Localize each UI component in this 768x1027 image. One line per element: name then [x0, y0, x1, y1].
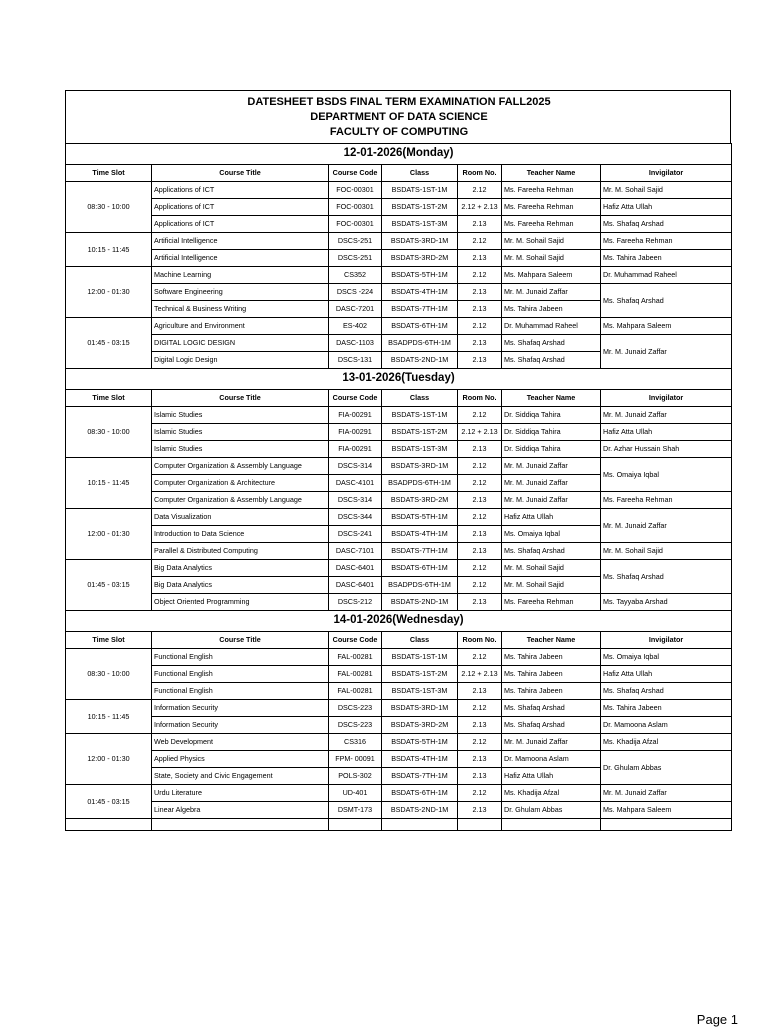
- title-line-2: DEPARTMENT OF DATA SCIENCE: [310, 111, 488, 123]
- invigilator-cell: Mr. M. Sohail Sajid: [601, 182, 732, 199]
- course-code-cell: DSCS-223: [329, 717, 382, 734]
- course-title-cell: Islamic Studies: [152, 441, 329, 458]
- class-cell: BSDATS-5TH-1M: [382, 267, 458, 284]
- teacher-cell: Mr. M. Sohail Sajid: [502, 233, 601, 250]
- column-header-code: Course Code: [329, 390, 382, 407]
- blank-cell: [382, 819, 458, 831]
- invigilator-cell: Hafiz Atta Ullah: [601, 199, 732, 216]
- course-code-cell: DASC-7201: [329, 301, 382, 318]
- room-cell: 2.13: [458, 492, 502, 509]
- teacher-cell: Ms. Tahira Jabeen: [502, 683, 601, 700]
- teacher-cell: Ms. Tahira Jabeen: [502, 301, 601, 318]
- course-title-cell: Data Visualization: [152, 509, 329, 526]
- class-cell: BSADPDS-6TH-1M: [382, 335, 458, 352]
- course-code-cell: FAL-00281: [329, 683, 382, 700]
- table-row: [66, 250, 732, 267]
- course-code-cell: DASC-7101: [329, 543, 382, 560]
- course-code-cell: DSMT-173: [329, 802, 382, 819]
- teacher-cell: Hafiz Atta Ullah: [502, 768, 601, 785]
- column-header-invigilator: Invigilator: [601, 390, 732, 407]
- room-cell: 2.12: [458, 267, 502, 284]
- teacher-cell: Ms. Fareeha Rehman: [502, 594, 601, 611]
- invigilator-cell: Dr. Mamoona Aslam: [601, 717, 732, 734]
- page-number: Page 1: [696, 1012, 738, 1027]
- teacher-cell: Hafiz Atta Ullah: [502, 509, 601, 526]
- room-cell: 2.13: [458, 751, 502, 768]
- table-row: [66, 683, 732, 700]
- time-slot-cell: 12:00 - 01:30: [66, 734, 152, 785]
- teacher-cell: Ms. Tahira Jabeen: [502, 666, 601, 683]
- teacher-cell: Ms. Fareeha Rehman: [502, 216, 601, 233]
- day-heading: 13-01-2026(Tuesday): [66, 369, 732, 390]
- table-row: [66, 267, 732, 284]
- course-title-cell: Computer Organization & Assembly Language: [152, 492, 329, 509]
- table-row: [66, 182, 732, 199]
- invigilator-cell: Ms. Mahpara Saleem: [601, 802, 732, 819]
- room-cell: 2.12: [458, 233, 502, 250]
- time-slot-cell: 01:45 - 03:15: [66, 560, 152, 611]
- time-slot-cell: 01:45 - 03:15: [66, 318, 152, 369]
- course-title-cell: Information Security: [152, 717, 329, 734]
- teacher-cell: Mr. M. Sohail Sajid: [502, 560, 601, 577]
- course-title-cell: Linear Algebra: [152, 802, 329, 819]
- room-cell: 2.12: [458, 649, 502, 666]
- title-line-1: DATESHEET BSDS FINAL TERM EXAMINATION FALL2025: [247, 96, 551, 108]
- course-title-cell: Functional English: [152, 649, 329, 666]
- time-slot-cell: 12:00 - 01:30: [66, 509, 152, 560]
- blank-cell: [502, 819, 601, 831]
- course-code-cell: FPM- 00091: [329, 751, 382, 768]
- table-row: [66, 492, 732, 509]
- room-cell: 2.12 + 2.13: [458, 199, 502, 216]
- course-title-cell: Big Data Analytics: [152, 560, 329, 577]
- column-header-row: [66, 390, 732, 407]
- course-code-cell: ES-402: [329, 318, 382, 335]
- class-cell: BSDATS-7TH-1M: [382, 301, 458, 318]
- invigilator-cell: Dr. Muhammad Raheel: [601, 267, 732, 284]
- column-header-course: Course Title: [152, 390, 329, 407]
- course-title-cell: Functional English: [152, 683, 329, 700]
- table-row: [66, 424, 732, 441]
- day-heading-row: [66, 144, 732, 165]
- course-title-cell: Applications of ICT: [152, 216, 329, 233]
- class-cell: BSDATS-6TH-1M: [382, 318, 458, 335]
- column-header-course: Course Title: [152, 165, 329, 182]
- column-header-time: Time Slot: [66, 390, 152, 407]
- room-cell: 2.13: [458, 717, 502, 734]
- course-title-cell: Applications of ICT: [152, 182, 329, 199]
- teacher-cell: Ms. Tahira Jabeen: [502, 649, 601, 666]
- teacher-cell: Ms. Fareeha Rehman: [502, 182, 601, 199]
- teacher-cell: Mr. M. Sohail Sajid: [502, 250, 601, 267]
- course-title-cell: Big Data Analytics: [152, 577, 329, 594]
- column-header-row: [66, 632, 732, 649]
- datesheet: [65, 90, 731, 831]
- class-cell: BSDATS-1ST-3M: [382, 216, 458, 233]
- course-title-cell: Software Engineering: [152, 284, 329, 301]
- course-title-cell: Technical & Business Writing: [152, 301, 329, 318]
- teacher-cell: Ms. Shafaq Arshad: [502, 717, 601, 734]
- course-title-cell: Islamic Studies: [152, 407, 329, 424]
- table-row: [66, 441, 732, 458]
- column-header-time: Time Slot: [66, 165, 152, 182]
- class-cell: BSDATS-1ST-3M: [382, 683, 458, 700]
- class-cell: BSDATS-1ST-2M: [382, 666, 458, 683]
- time-slot-cell: 10:15 - 11:45: [66, 458, 152, 509]
- column-header-teacher: Teacher Name: [502, 390, 601, 407]
- class-cell: BSADPDS-6TH-1M: [382, 577, 458, 594]
- room-cell: 2.12: [458, 785, 502, 802]
- teacher-cell: Dr. Siddiqa Tahira: [502, 441, 601, 458]
- time-slot-cell: 08:30 - 10:00: [66, 182, 152, 233]
- invigilator-cell: Mr. M. Sohail Sajid: [601, 543, 732, 560]
- course-code-cell: DSCS-212: [329, 594, 382, 611]
- teacher-cell: Ms. Shafaq Arshad: [502, 700, 601, 717]
- time-slot-cell: 08:30 - 10:00: [66, 649, 152, 700]
- invigilator-cell: Ms. Tayyaba Arshad: [601, 594, 732, 611]
- room-cell: 2.13: [458, 352, 502, 369]
- table-row: [66, 751, 732, 768]
- invigilator-cell: Ms. Tahira Jabeen: [601, 700, 732, 717]
- table-row: [66, 666, 732, 683]
- course-title-cell: Parallel & Distributed Computing: [152, 543, 329, 560]
- course-code-cell: DSCS-251: [329, 233, 382, 250]
- class-cell: BSDATS-3RD-1M: [382, 700, 458, 717]
- class-cell: BSDATS-1ST-1M: [382, 407, 458, 424]
- course-code-cell: UD-401: [329, 785, 382, 802]
- teacher-cell: Dr. Siddiqa Tahira: [502, 407, 601, 424]
- class-cell: BSDATS-3RD-1M: [382, 233, 458, 250]
- invigilator-cell: Ms. Khadija Afzal: [601, 734, 732, 751]
- teacher-cell: Ms. Shafaq Arshad: [502, 352, 601, 369]
- column-header-course: Course Title: [152, 632, 329, 649]
- column-header-class: Class: [382, 390, 458, 407]
- class-cell: BSDATS-3RD-1M: [382, 458, 458, 475]
- table-row: [66, 802, 732, 819]
- table-row: [66, 318, 732, 335]
- course-title-cell: Computer Organization & Architecture: [152, 475, 329, 492]
- room-cell: 2.12 + 2.13: [458, 666, 502, 683]
- column-header-teacher: Teacher Name: [502, 632, 601, 649]
- room-cell: 2.13: [458, 301, 502, 318]
- class-cell: BSDATS-7TH-1M: [382, 543, 458, 560]
- teacher-cell: Ms. Mahpara Saleem: [502, 267, 601, 284]
- course-title-cell: Functional English: [152, 666, 329, 683]
- course-code-cell: DASC-6401: [329, 577, 382, 594]
- course-code-cell: FIA-00291: [329, 407, 382, 424]
- column-header-room: Room No.: [458, 165, 502, 182]
- room-cell: 2.13: [458, 526, 502, 543]
- room-cell: 2.12: [458, 475, 502, 492]
- course-code-cell: FOC-00301: [329, 199, 382, 216]
- class-cell: BSDATS-4TH-1M: [382, 284, 458, 301]
- table-row: [66, 233, 732, 250]
- invigilator-cell: Ms. Shafaq Arshad: [601, 683, 732, 700]
- course-code-cell: DSCS -224: [329, 284, 382, 301]
- invigilator-cell: Dr. Ghulam Abbas: [601, 751, 732, 785]
- column-header-class: Class: [382, 632, 458, 649]
- teacher-cell: Mr. M. Sohail Sajid: [502, 577, 601, 594]
- table-row: [66, 543, 732, 560]
- table-row: [66, 560, 732, 577]
- invigilator-cell: Hafiz Atta Ullah: [601, 666, 732, 683]
- course-title-cell: Artificial Intelligence: [152, 233, 329, 250]
- teacher-cell: Ms. Fareeha Rehman: [502, 199, 601, 216]
- class-cell: BSDATS-5TH-1M: [382, 734, 458, 751]
- table-row: [66, 734, 732, 751]
- blank-cell: [329, 819, 382, 831]
- blank-row: [66, 819, 732, 831]
- course-title-cell: Computer Organization & Assembly Language: [152, 458, 329, 475]
- column-header-teacher: Teacher Name: [502, 165, 601, 182]
- room-cell: 2.12: [458, 458, 502, 475]
- column-header-invigilator: Invigilator: [601, 632, 732, 649]
- course-code-cell: CS352: [329, 267, 382, 284]
- course-title-cell: Object Oriented Programming: [152, 594, 329, 611]
- room-cell: 2.12: [458, 734, 502, 751]
- course-title-cell: Digital Logic Design: [152, 352, 329, 369]
- class-cell: BSDATS-5TH-1M: [382, 509, 458, 526]
- invigilator-cell: Mr. M. Junaid Zaffar: [601, 407, 732, 424]
- room-cell: 2.12: [458, 577, 502, 594]
- column-header-row: [66, 165, 732, 182]
- table-row: [66, 509, 732, 526]
- room-cell: 2.13: [458, 284, 502, 301]
- invigilator-cell: Ms. Fareeha Rehman: [601, 233, 732, 250]
- teacher-cell: Mr. M. Junaid Zaffar: [502, 284, 601, 301]
- course-title-cell: Machine Learning: [152, 267, 329, 284]
- room-cell: 2.13: [458, 543, 502, 560]
- course-title-cell: Introduction to Data Science: [152, 526, 329, 543]
- course-title-cell: State, Society and Civic Engagement: [152, 768, 329, 785]
- room-cell: 2.12: [458, 407, 502, 424]
- teacher-cell: Ms. Shafaq Arshad: [502, 335, 601, 352]
- table-row: [66, 284, 732, 301]
- column-header-room: Room No.: [458, 390, 502, 407]
- invigilator-cell: Ms. Mahpara Saleem: [601, 318, 732, 335]
- room-cell: 2.13: [458, 250, 502, 267]
- class-cell: BSDATS-1ST-1M: [382, 649, 458, 666]
- title-line-3: FACULTY OF COMPUTING: [329, 126, 469, 138]
- day-heading: 14-01-2026(Wednesday): [66, 611, 732, 632]
- column-header-code: Course Code: [329, 165, 382, 182]
- day-heading-row: [66, 611, 732, 632]
- room-cell: 2.13: [458, 594, 502, 611]
- course-title-cell: Information Security: [152, 700, 329, 717]
- class-cell: BSDATS-2ND-1M: [382, 352, 458, 369]
- course-title-cell: Islamic Studies: [152, 424, 329, 441]
- room-cell: 2.12 + 2.13: [458, 424, 502, 441]
- course-code-cell: FOC-00301: [329, 216, 382, 233]
- blank-cell: [601, 819, 732, 831]
- room-cell: 2.13: [458, 216, 502, 233]
- teacher-cell: Mr. M. Junaid Zaffar: [502, 475, 601, 492]
- time-slot-cell: 01:45 - 03:15: [66, 785, 152, 819]
- teacher-cell: Mr. M. Junaid Zaffar: [502, 492, 601, 509]
- class-cell: BSDATS-2ND-1M: [382, 802, 458, 819]
- room-cell: 2.12: [458, 560, 502, 577]
- course-code-cell: DSCS-344: [329, 509, 382, 526]
- class-cell: BSDATS-3RD-2M: [382, 492, 458, 509]
- room-cell: 2.13: [458, 683, 502, 700]
- class-cell: BSDATS-1ST-3M: [382, 441, 458, 458]
- teacher-cell: Dr. Mamoona Aslam: [502, 751, 601, 768]
- teacher-cell: Mr. M. Junaid Zaffar: [502, 734, 601, 751]
- class-cell: BSDATS-6TH-1M: [382, 785, 458, 802]
- course-code-cell: DASC-1103: [329, 335, 382, 352]
- course-code-cell: FIA-00291: [329, 424, 382, 441]
- course-code-cell: CS316: [329, 734, 382, 751]
- class-cell: BSDATS-7TH-1M: [382, 768, 458, 785]
- invigilator-cell: Mr. M. Junaid Zaffar: [601, 785, 732, 802]
- column-header-time: Time Slot: [66, 632, 152, 649]
- class-cell: BSDATS-4TH-1M: [382, 751, 458, 768]
- course-title-cell: Agriculture and Environment: [152, 318, 329, 335]
- invigilator-cell: Mr. M. Junaid Zaffar: [601, 509, 732, 543]
- column-header-room: Room No.: [458, 632, 502, 649]
- table-row: [66, 649, 732, 666]
- teacher-cell: Dr. Muhammad Raheel: [502, 318, 601, 335]
- course-title-cell: Artificial Intelligence: [152, 250, 329, 267]
- course-code-cell: DSCS-251: [329, 250, 382, 267]
- room-cell: 2.13: [458, 768, 502, 785]
- table-row: [66, 717, 732, 734]
- course-title-cell: Web Development: [152, 734, 329, 751]
- room-cell: 2.13: [458, 441, 502, 458]
- day-heading-row: [66, 369, 732, 390]
- table-row: [66, 785, 732, 802]
- room-cell: 2.13: [458, 802, 502, 819]
- blank-cell: [66, 819, 152, 831]
- course-code-cell: DASC-4101: [329, 475, 382, 492]
- teacher-cell: Ms. Khadija Afzal: [502, 785, 601, 802]
- time-slot-cell: 12:00 - 01:30: [66, 267, 152, 318]
- day-heading: 12-01-2026(Monday): [66, 144, 732, 165]
- class-cell: BSDATS-4TH-1M: [382, 526, 458, 543]
- class-cell: BSDATS-2ND-1M: [382, 594, 458, 611]
- teacher-cell: Ms. Omaiya Iqbal: [502, 526, 601, 543]
- course-title-cell: Applications of ICT: [152, 199, 329, 216]
- table-row: [66, 199, 732, 216]
- class-cell: BSDATS-1ST-1M: [382, 182, 458, 199]
- time-slot-cell: 08:30 - 10:00: [66, 407, 152, 458]
- invigilator-cell: Ms. Shafaq Arshad: [601, 216, 732, 233]
- class-cell: BSDATS-3RD-2M: [382, 717, 458, 734]
- room-cell: 2.12: [458, 182, 502, 199]
- class-cell: BSADPDS-6TH-1M: [382, 475, 458, 492]
- teacher-cell: Dr. Siddiqa Tahira: [502, 424, 601, 441]
- column-header-code: Course Code: [329, 632, 382, 649]
- room-cell: 2.12: [458, 318, 502, 335]
- invigilator-cell: Hafiz Atta Ullah: [601, 424, 732, 441]
- class-cell: BSDATS-1ST-2M: [382, 424, 458, 441]
- course-title-cell: DIGITAL LOGIC DESIGN: [152, 335, 329, 352]
- blank-cell: [152, 819, 329, 831]
- course-code-cell: DSCS-223: [329, 700, 382, 717]
- course-code-cell: DSCS-314: [329, 492, 382, 509]
- course-code-cell: FAL-00281: [329, 666, 382, 683]
- course-code-cell: DSCS-241: [329, 526, 382, 543]
- course-code-cell: FOC-00301: [329, 182, 382, 199]
- time-slot-cell: 10:15 - 11:45: [66, 700, 152, 734]
- invigilator-cell: Ms. Tahira Jabeen: [601, 250, 732, 267]
- invigilator-cell: Ms. Shafaq Arshad: [601, 560, 732, 594]
- table-row: [66, 458, 732, 475]
- column-header-invigilator: Invigilator: [601, 165, 732, 182]
- invigilator-cell: Ms. Fareeha Rehman: [601, 492, 732, 509]
- time-slot-cell: 10:15 - 11:45: [66, 233, 152, 267]
- course-code-cell: DSCS-314: [329, 458, 382, 475]
- invigilator-cell: Dr. Azhar Hussain Shah: [601, 441, 732, 458]
- course-code-cell: DSCS-131: [329, 352, 382, 369]
- invigilator-cell: Ms. Shafaq Arshad: [601, 284, 732, 318]
- course-title-cell: Applied Physics: [152, 751, 329, 768]
- course-code-cell: FAL-00281: [329, 649, 382, 666]
- table-row: [66, 216, 732, 233]
- room-cell: 2.12: [458, 509, 502, 526]
- column-header-class: Class: [382, 165, 458, 182]
- room-cell: 2.12: [458, 700, 502, 717]
- teacher-cell: Mr. M. Junaid Zaffar: [502, 458, 601, 475]
- schedule-table: [65, 143, 732, 831]
- course-code-cell: FIA-00291: [329, 441, 382, 458]
- blank-cell: [458, 819, 502, 831]
- room-cell: 2.13: [458, 335, 502, 352]
- table-row: [66, 407, 732, 424]
- table-row: [66, 700, 732, 717]
- course-title-cell: Urdu Literature: [152, 785, 329, 802]
- class-cell: BSDATS-3RD-2M: [382, 250, 458, 267]
- course-code-cell: POLS-302: [329, 768, 382, 785]
- table-row: [66, 335, 732, 352]
- course-code-cell: DASC-6401: [329, 560, 382, 577]
- teacher-cell: Dr. Ghulam Abbas: [502, 802, 601, 819]
- class-cell: BSDATS-1ST-2M: [382, 199, 458, 216]
- invigilator-cell: Ms. Omaiya Iqbal: [601, 649, 732, 666]
- class-cell: BSDATS-6TH-1M: [382, 560, 458, 577]
- invigilator-cell: Ms. Omaiya Iqbal: [601, 458, 732, 492]
- table-row: [66, 594, 732, 611]
- teacher-cell: Ms. Shafaq Arshad: [502, 543, 601, 560]
- title-block: [65, 90, 731, 143]
- invigilator-cell: Mr. M. Junaid Zaffar: [601, 335, 732, 369]
